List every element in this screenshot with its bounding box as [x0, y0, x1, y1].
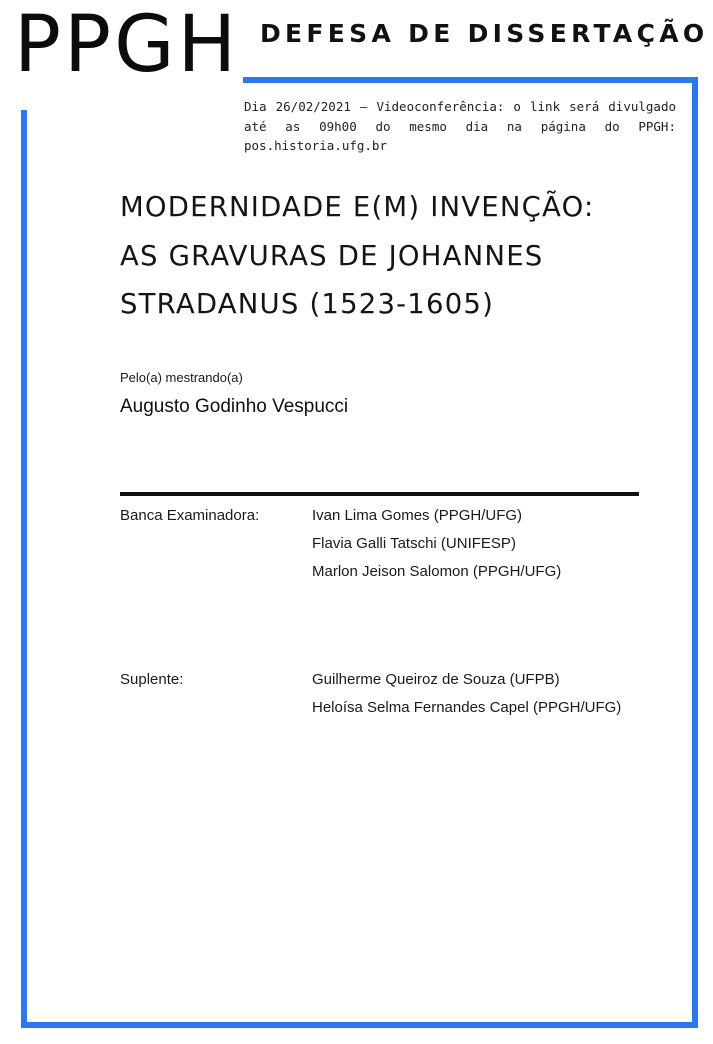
student-name: Augusto Godinho Vespucci — [120, 396, 349, 417]
banca-member-list — [312, 507, 561, 591]
title-line-1: MODERNIDADE E(M) INVENÇÃO: — [120, 191, 595, 223]
ppgh-logo: PPGH — [14, 0, 240, 90]
dissertation-title — [120, 183, 640, 329]
section-divider — [120, 492, 639, 496]
banca-member: Marlon Jeison Salomon (PPGH/UFG) — [312, 563, 562, 580]
banca-label: Banca Examinadora: — [120, 507, 260, 524]
document-heading: DEFESA DE DISSERTAÇÃO — [260, 19, 709, 48]
student-label: Pelo(a) mestrando(a) — [120, 370, 243, 385]
suplente-label: Suplente: — [120, 671, 184, 688]
suplente-member-list — [312, 671, 621, 727]
banca-member: Flavia Galli Tatschi (UNIFESP) — [312, 535, 516, 552]
suplente-member: Heloísa Selma Fernandes Capel (PPGH/UFG) — [312, 699, 622, 716]
title-line-2: AS GRAVURAS DE JOHANNES — [120, 239, 544, 272]
defense-info-text: Dia 26/02/2021 – Videoconferência: o link será divulgado até as 09h00 do mesmo dia na página do PPGH: pos.historia.ufg.br — [244, 99, 676, 153]
title-line-3: STRADANUS (1523-1605) — [120, 288, 495, 320]
suplente-member: Guilherme Queiroz de Souza (UFPB) — [312, 671, 560, 688]
logo-area — [0, 0, 243, 110]
banca-member: Ivan Lima Gomes (PPGH/UFG) — [312, 507, 523, 524]
